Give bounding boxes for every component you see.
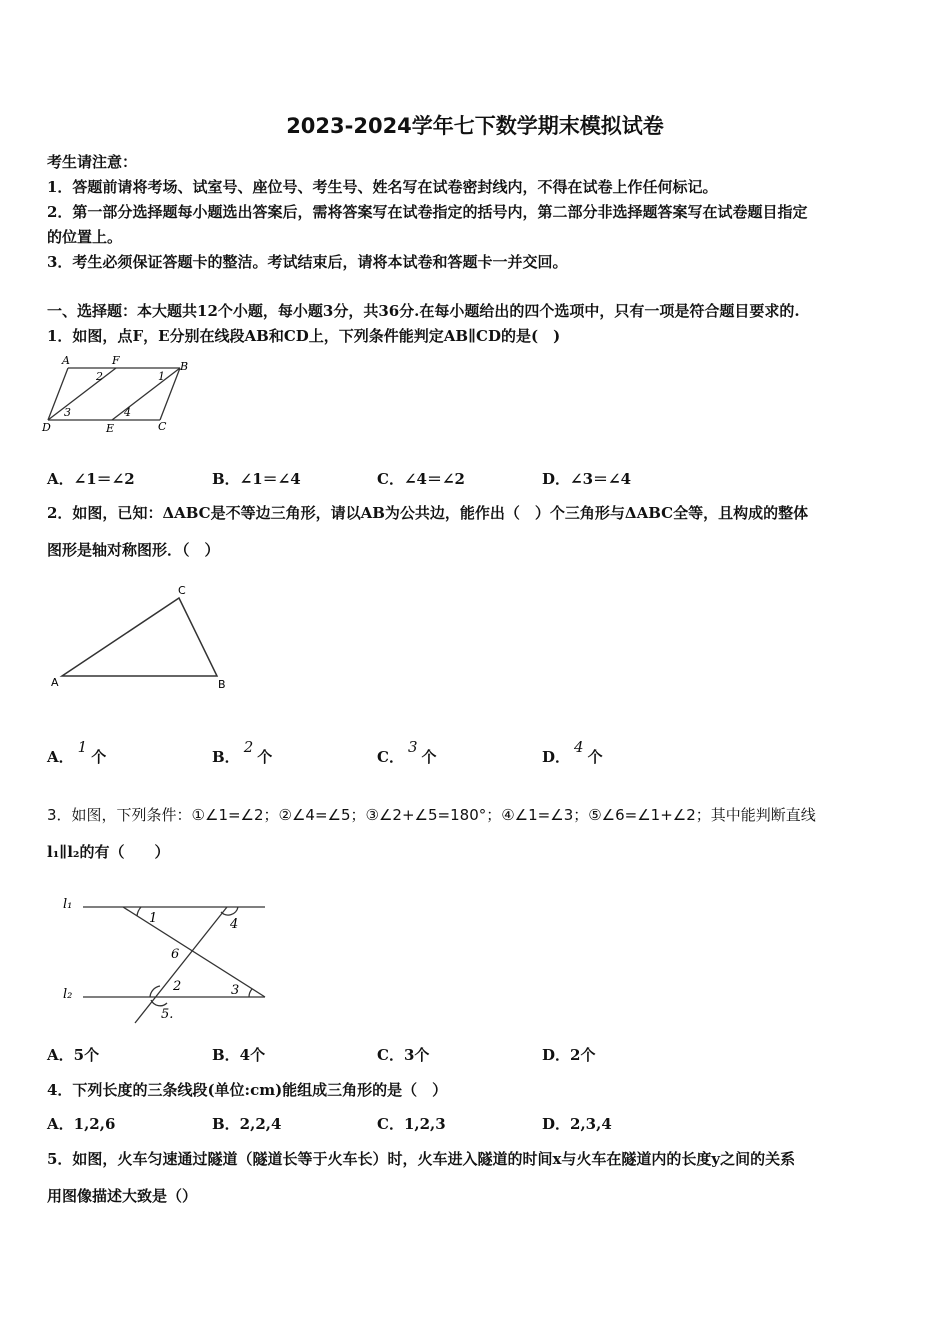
q5-stem-line1: 5．如图，火车匀速通过隧道（隧道长等于火车长）时，火车进入隧道的时间x与火车在隧道内的长度y之间的关系 (47, 1150, 796, 1168)
q1-label-B: B (180, 360, 189, 373)
q3-angle-1: 1 (149, 911, 158, 926)
notice-item: 1．答题前请将考场、试室号、座位号、考生号、姓名写在试卷密封线内，不得在试卷上作任何标记。 (47, 178, 718, 196)
q4-option-d: D．2,3,4 (542, 1115, 612, 1133)
exam-title: 2023-2024学年七下数学期末模拟试卷 (286, 114, 664, 138)
q1-angle-2: 2 (96, 370, 103, 383)
q1-angle-3: 3 (64, 406, 71, 419)
q2-option-b: B．2个 (212, 738, 273, 766)
q2-option-d: D．4个 (542, 738, 603, 766)
q1-angle-4: 4 (124, 406, 131, 419)
q3-option-a: A．5个 (47, 1046, 100, 1064)
section-heading: 一、选择题：本大题共12个小题，每小题3分，共36分.在每小题给出的四个选项中，只有一项是符合题目要求的. (47, 302, 800, 320)
q1-label-F: F (112, 354, 120, 367)
q1-angle-1: 1 (158, 370, 165, 383)
q1-figure-parallelogram (40, 354, 200, 436)
q3-angle-6: 6 (171, 947, 180, 962)
q2-figure-triangle (45, 580, 245, 695)
q1-label-D: D (42, 421, 51, 434)
q1-option-b: B．∠1＝∠4 (212, 470, 301, 488)
q3-angle-2: 2 (173, 979, 182, 994)
q2-label-B: B (218, 678, 226, 691)
q3-label-l2: l₂ (63, 987, 73, 1002)
q3-option-d: D．2个 (542, 1046, 596, 1064)
q1-label-A: A (62, 354, 70, 367)
notice-heading: 考生请注意： (47, 153, 138, 171)
q2-option-a: A．1个 (47, 738, 107, 766)
q3-angle-5: 5. (161, 1007, 174, 1022)
q1-option-c: C．∠4＝∠2 (377, 470, 465, 488)
q1-label-E: E (106, 422, 115, 435)
notice-item: 2．第一部分选择题每小题选出答案后，需将答案写在试卷指定的括号内，第二部分非选择题答案写在试卷题目指定 (47, 203, 808, 221)
q5-stem-line2: 用图像描述大致是（） (47, 1187, 198, 1205)
notice-item: 3．考生必须保证答题卡的整洁。考试结束后，请将本试卷和答题卡一并交回。 (47, 253, 568, 271)
q2-stem-line1: 2．如图，已知：ΔABC是不等边三角形，请以AB为公共边，能作出（ ）个三角形与ΔABC全等，且构成的整体 (47, 504, 809, 522)
q3-stem-line1: 3．如图，下列条件：①∠1=∠2；②∠4=∠5；③∠2+∠5=180°；④∠1=∠3；⑤∠6=∠1+∠2；其中能判断直线 (47, 806, 816, 824)
notice-item: 的位置上。 (47, 228, 123, 246)
q3-option-c: C．3个 (377, 1046, 430, 1064)
q4-option-c: C．1,2,3 (377, 1115, 446, 1133)
q4-stem: 4．下列长度的三条线段(单位:cm)能组成三角形的是（ ） (47, 1081, 448, 1099)
q1-option-a: A．∠1＝∠2 (47, 470, 135, 488)
q3-angle-3: 3 (231, 983, 240, 998)
q1-label-C: C (158, 420, 167, 433)
q3-angle-4: 4 (230, 917, 239, 932)
q1-stem: 1．如图，点F，E分别在线段AB和CD上，下列条件能判定AB∥CD的是( ) (47, 327, 561, 345)
q3-label-l1: l₁ (63, 897, 73, 912)
q1-option-d: D．∠3＝∠4 (542, 470, 632, 488)
q3-stem-line2: l₁∥l₂的有（ ） (47, 843, 170, 861)
q2-stem-line2: 图形是轴对称图形．（ ） (47, 541, 220, 559)
q2-option-c: C．3个 (377, 738, 437, 766)
q4-option-a: A．1,2,6 (47, 1115, 116, 1133)
q3-figure-lines (55, 890, 275, 1030)
q3-option-b: B．4个 (212, 1046, 266, 1064)
q2-label-C: C (178, 584, 186, 597)
q2-label-A: A (51, 676, 59, 689)
q4-option-b: B．2,2,4 (212, 1115, 282, 1133)
